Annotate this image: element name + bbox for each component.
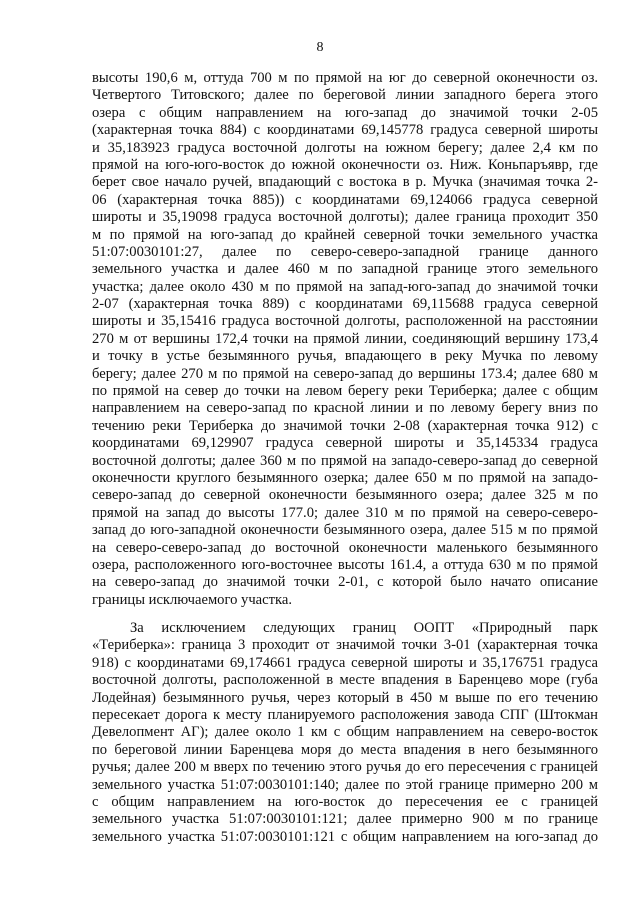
page-number: 8 bbox=[316, 40, 324, 55]
text-line: земельного участка 51:07:0030101:121; далее примерно 900 м по границе bbox=[92, 811, 598, 828]
text-line: берет свое начало ручей, впадающий с востока в р. Мучка (значимая точка 2- bbox=[92, 174, 598, 191]
text-line: 06 (характерная точка 885)) с координатами 69,124066 градуса северной bbox=[92, 191, 598, 208]
text-line: ручья; далее 200 м вверх по течению этого ручья до его пересечения с границей bbox=[92, 759, 598, 776]
text-line: координатами 69,129907 градуса северной широты и 35,145334 градуса bbox=[92, 435, 598, 452]
text-line: и точку в устье безымянного ручья, впадающего в реку Мучка по левому bbox=[92, 348, 598, 365]
text-line: высоты 190,6 м, оттуда 700 м по прямой на юг до северной оконечности оз. bbox=[92, 70, 598, 86]
text-line: озера, расположенного юго-восточнее высоты 161.4, а оттуда 630 м по прямой bbox=[92, 556, 598, 573]
text-line: За исключением следующих границ ООПТ «Природный парк bbox=[130, 620, 598, 636]
text-line: «Териберка»: граница 3 проходит от значимой точки 3-01 (характерная точка bbox=[92, 637, 598, 654]
text-line: 51:07:0030101:27, далее по северо-северо-западной границе данного bbox=[92, 243, 598, 260]
text-line: и 35,183923 градуса восточной долготы на южном берегу; далее 2,4 км по bbox=[92, 139, 598, 156]
text-line: 2-07 (характерная точка 889) с координатами 69,115688 градуса северной bbox=[92, 296, 598, 313]
text-line: пересекает дорога к месту планируемого расположения завода СПГ (Штокман bbox=[92, 706, 598, 723]
paragraph-2 bbox=[92, 620, 598, 846]
text-line: на северо-запад до значимой точки 2-01, с которой было начато описание bbox=[92, 574, 598, 591]
text-line: земельного участка и далее 460 м по западной границе этого земельного bbox=[92, 261, 598, 278]
text-line: широты и 35,19098 градуса восточной долготы); далее граница проходит 350 bbox=[92, 209, 598, 226]
text-line: оконечности круглого безымянного озерка; далее 650 м по прямой на западо- bbox=[92, 469, 598, 486]
text-line: Четвертого Титовского; далее по береговой линии западного берега этого bbox=[92, 87, 598, 104]
text-line: Девелопмент АГ); далее около 1 км с общим направлением на северо-восток bbox=[92, 724, 598, 741]
text-line: на северо-северо-запад до восточной оконечности маленького безымянного bbox=[92, 539, 598, 556]
text-line: прямой на юго-юго-восток до южной оконечности оз. Ниж. Коньпаръявр, где bbox=[92, 156, 598, 173]
text-line: границы исключаемого участка. bbox=[92, 591, 293, 608]
text-line: широты и 35,15416 градуса восточной долготы, расположенной на расстоянии bbox=[92, 313, 598, 330]
paragraph-1 bbox=[92, 70, 598, 609]
text-line: 270 м от вершины 172,4 точки на прямой линии, соединяющий вершину 173,4 bbox=[92, 330, 598, 347]
text-line: северо-запад до северной оконечности безымянного озера; далее 325 м по bbox=[92, 487, 598, 504]
text-line: восточной долготы; далее 360 м по прямой на западо-северо-запад до северной bbox=[92, 452, 598, 469]
text-line: берегу; далее 270 м по прямой на северо-запад до вершины 173.4; далее 680 м bbox=[92, 365, 598, 382]
text-line: направлением на северо-запад по красной линии и по левому берегу вниз по bbox=[92, 400, 598, 417]
text-line: (характерная точка 884) с координатами 69,145778 градуса северной широты bbox=[92, 122, 598, 139]
text-line: земельного участка 51:07:0030101:121 с общим направлением на юго-запад до bbox=[92, 828, 598, 845]
text-line: запад до юго-западной оконечности безымянного озера, далее 515 м по прямой bbox=[92, 522, 598, 539]
text-line: восточной долготы, расположенной в месте впадения в Баренцево море (губа bbox=[92, 672, 598, 689]
text-line: земельного участка 51:07:0030101:140; далее по этой границе примерно 200 м bbox=[92, 776, 598, 793]
text-line: озера с общим направлением на юго-запад до значимой точки 2-05 bbox=[92, 104, 598, 121]
text-line: участка; далее около 430 м по прямой на запад-юго-запад до значимой точки bbox=[92, 278, 598, 295]
text-line: с общим направлением на юго-восток до пересечения ее с границей bbox=[92, 793, 598, 810]
text-line: м по прямой на юго-запад до крайней северной точки земельного участка bbox=[92, 226, 598, 243]
text-line: Лодейная) безымянного ручья, через который в 450 м выше по его течению bbox=[92, 689, 598, 706]
text-line: 918) с координатами 69,174661 градуса северной широты и 35,176751 градуса bbox=[92, 654, 598, 671]
text-line: течению реки Териберка до значимой точки 2-08 (характерная точка 912) с bbox=[92, 417, 598, 434]
text-line: по прямой на север до точки на левом берегу реки Териберка; далее с общим bbox=[92, 383, 598, 400]
text-line: по береговой линии Баренцева моря до места впадения в него безымянного bbox=[92, 741, 598, 758]
text-line: прямой на запад до высоты 177.0; далее 310 м по прямой на северо-северо- bbox=[92, 504, 598, 521]
